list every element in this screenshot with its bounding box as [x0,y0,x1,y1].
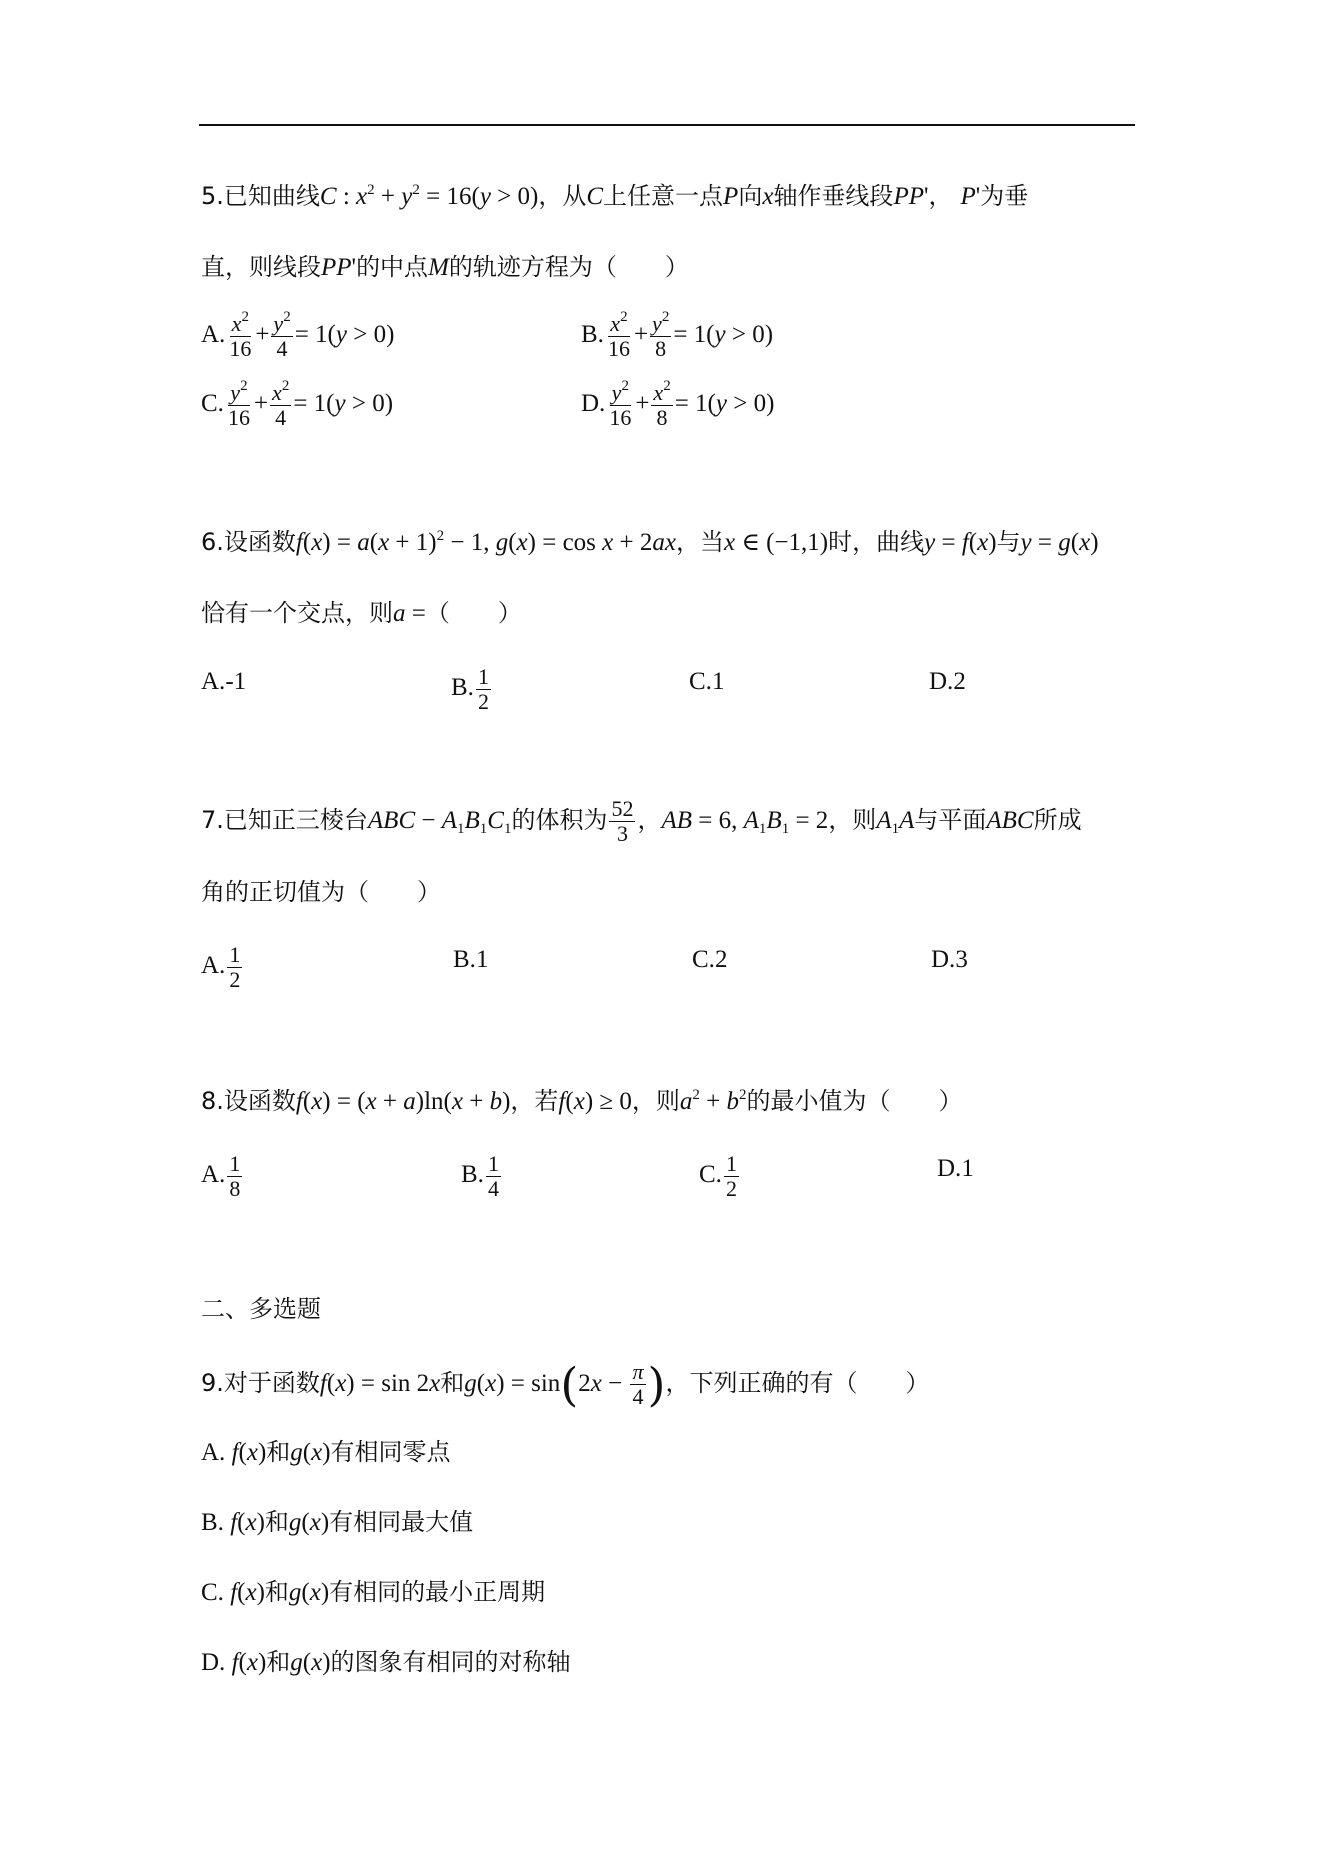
question-5-stem-line-1: 5.已知曲线C : $x^2 + y^2 = 16(y > 0)$，从C上任意一点P向x轴作垂线段PP'， P'为垂 [201,182,1029,210]
question-5-stem-line-2: 直，则线段PP'的中点M的轨迹方程为（ ） [201,253,689,281]
question-7-option-d: D.3 [931,946,968,973]
question-5-option-c: C. $\frac{y^2}{16}$ + $\frac{x^2}{4}$ = 1(y > 0) [201,378,394,430]
question-8-stem-line-1: 8.设函数f(x) = (x + a)ln(x + b)，若f(x) ≥ 0，则$a^2 + b^2$的最小值为（ ） [201,1087,963,1115]
question-9-option-d: D. f(x)和g(x)的图象有相同的对称轴 [201,1648,571,1676]
section-heading-multi-choice: 二、多选题 [201,1295,321,1323]
question-6-option-c: C.1 [689,668,725,695]
question-8-option-a: A. $\frac{1}{8}$ [201,1151,241,1201]
question-6-option-d: D.2 [929,668,966,695]
question-7-option-c: C.2 [692,946,728,973]
header-rule [199,124,1135,126]
question-6-option-a: A.-1 [201,668,247,695]
question-6-stem-line-1: 6.设函数$f(x) = a(x + 1)^2 - 1$, g(x) = cos x + 2ax，当x ∈ (−1,1)时，曲线y = f(x)与y = g(x) [201,528,1099,556]
question-7-option-b: B.1 [453,946,489,973]
question-7-option-a: A. $\frac{1}{2}$ [201,942,241,992]
question-7-stem-line-2: 角的正切值为（ ） [201,878,441,906]
question-8-option-b: B. $\frac{1}{4}$ [461,1151,499,1201]
question-5-option-a: A. $\frac{x^2}{16}$ + $\frac{y^2}{4}$ = 1(y > 0) [201,309,395,361]
question-9-option-c: C. f(x)和g(x)有相同的最小正周期 [201,1578,546,1606]
question-9-option-b: B. f(x)和g(x)有相同最大值 [201,1508,474,1536]
question-8-option-d: D.1 [937,1155,974,1182]
question-6-option-b: B. $\frac{1}{2}$ [451,664,489,714]
question-7-stem-line-1: 7.已知正三棱台ABC − $A_1B_1C_1$的体积为 $\frac{52}{3}$ ，AB = 6, $A_1B_1 = 2$，则$A_1A$与平面ABC所成 [201,796,1082,846]
question-9-option-a: A. f(x)和g(x)有相同零点 [201,1438,451,1466]
question-8-option-c: C. $\frac{1}{2}$ [699,1151,737,1201]
question-6-stem-line-2: 恰有一个交点，则a =（ ） [201,599,522,627]
question-5-option-d: D. $\frac{y^2}{16}$ + $\frac{x^2}{8}$ = 1(y > 0) [581,378,775,430]
question-9-stem-line-1: 9.对于函数f(x) = sin 2x和g(x) = sin(2x − $\frac{\pi}{4}$ )，下列正确的有（ ） [201,1357,930,1412]
question-5-option-b: B. $\frac{x^2}{16}$ + $\frac{y^2}{8}$ = 1(y > 0) [581,309,774,361]
